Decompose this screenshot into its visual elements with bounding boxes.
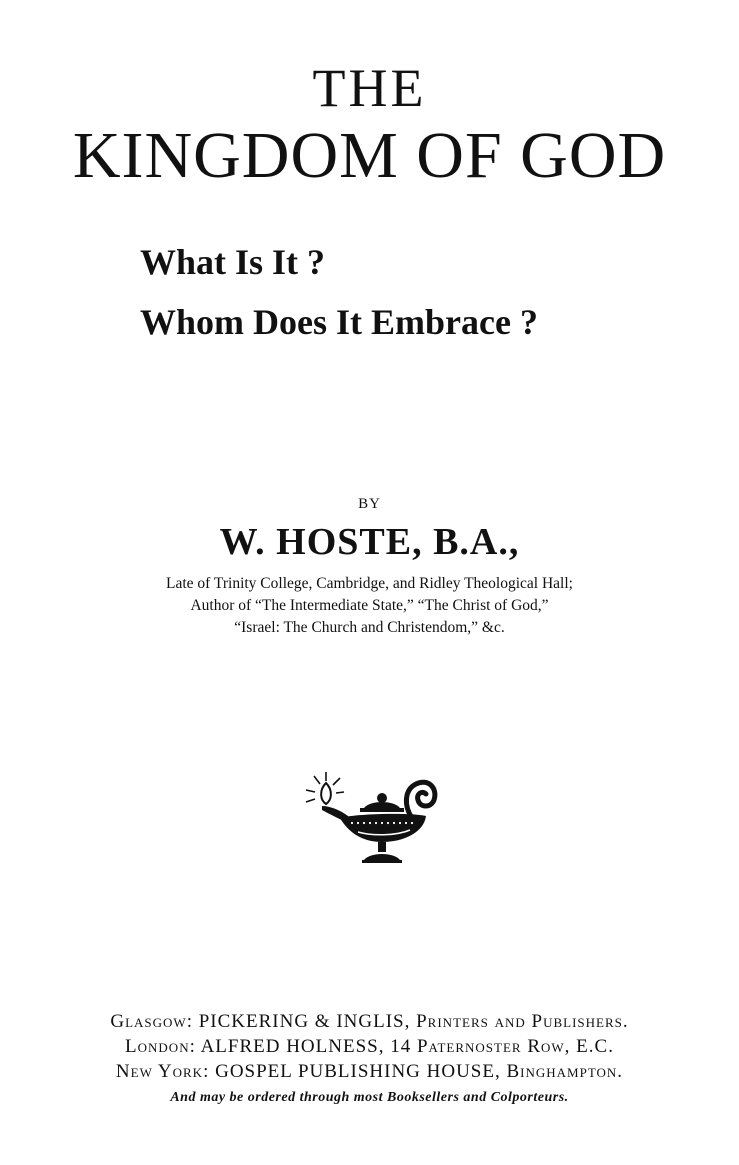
author-credential-line: “Israel: The Church and Christendom,” &c. [234, 619, 505, 636]
subtitle-question-1: What Is It ? [140, 242, 326, 282]
by-label: BY [358, 496, 381, 512]
title-main: KINGDOM OF GOD [72, 119, 667, 192]
ordering-note: And may be ordered through most Booksellers and Colporteurs. [170, 1090, 569, 1105]
imprint-publisher: PICKERING & INGLIS, [198, 1011, 411, 1032]
subtitle-question-2: Whom Does It Embrace ? [140, 302, 538, 342]
author-credential-line: Late of Trinity College, Cambridge, and Ridley Theological Hall; [166, 575, 573, 592]
imprint-publisher: GOSPEL PUBLISHING HOUSE, [215, 1061, 501, 1082]
imprint-tail: Binghampton. [506, 1061, 624, 1082]
imprint-line-glasgow: Glasgow: PICKERING & INGLIS, Printers and Publishers. [110, 1011, 629, 1032]
imprint-publisher: ALFRED HOLNESS, 14 [200, 1036, 412, 1057]
imprint-line-new-york: New York: GOSPEL PUBLISHING HOUSE, Binghampton. [115, 1061, 624, 1082]
imprint-city: New York [115, 1061, 204, 1082]
author-credential-line: Author of “The Intermediate State,” “The Christ of God,” [190, 597, 549, 614]
imprint-line-london: London: ALFRED HOLNESS, 14 Paternoster Row, E.C. [125, 1036, 614, 1057]
oil-lamp-icon [300, 770, 440, 870]
title-line-the: THE [312, 58, 427, 118]
imprint-city: London [125, 1036, 190, 1057]
author-name: W. HOSTE, B.A., [219, 521, 520, 563]
imprint-city: Glasgow [110, 1011, 187, 1032]
imprint-tail: Printers and Publishers. [416, 1011, 629, 1032]
imprint-tail: Paternoster Row, E.C. [416, 1036, 614, 1057]
